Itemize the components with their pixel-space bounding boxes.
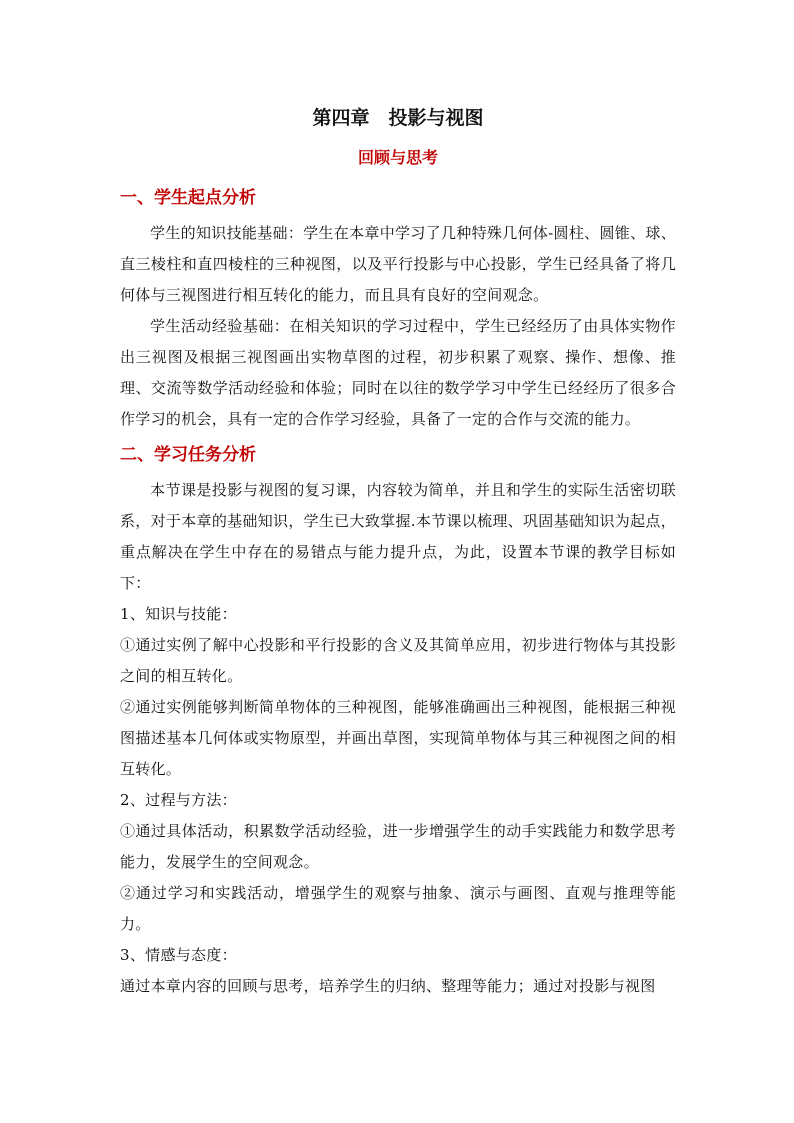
paragraph-knowledge-basis: 学生的知识技能基础：学生在本章中学习了几种特殊几何体-圆柱、圆锥、球、直三棱柱和直四棱柱的三种视图，以及平行投影与中心投影，学生已经具备了将几何体与三视图进行相互转化的能力，而且具有良好的空间观念。 (120, 224, 676, 304)
paragraph-emotion-attitude: 通过本章内容的回顾与思考，培养学生的归纳、整理等能力；通过对投影与视图 (120, 977, 656, 995)
section-heading-task-analysis: 二、学习任务分析 (120, 445, 256, 465)
objective-item: ①通过实例了解中心投影和平行投影的含义及其简单应用，初步进行物体与其投影之间的相互转化。 (120, 636, 676, 685)
document-content (120, 98, 676, 1002)
lesson-subtitle: 回顾与思考 (357, 148, 438, 167)
objective-process-method-label: 2、过程与方法： (120, 791, 237, 809)
section-heading-student-analysis: 一、学生起点分析 (120, 188, 256, 208)
objective-item: ①通过具体活动，积累数学活动经验，进一步增强学生的动手实践能力和数学思考能力，发展学生的空间观念。 (120, 822, 676, 871)
objective-emotion-attitude-label: 3、情感与态度： (120, 946, 237, 964)
paragraph-lesson-overview: 本节课是投影与视图的复习课，内容较为简单，并且和学生的实际生活密切联系，对于本章的基础知识，学生已大致掌握.本节课以梳理、巩固基础知识为起点，重点解决在学生中存在的易错点与能力提升点，为此，设置本节课的教学目标如下： (120, 481, 676, 592)
paragraph-activity-basis: 学生活动经验基础：在相关知识的学习过程中，学生已经经历了由具体实物作出三视图及根据三视图画出实物草图的过程，初步积累了观察、操作、想像、推理、交流等数学活动经验和体验；同时在以往的数学学习中学生已经经历了很多合作学习的机会，具有一定的合作学习经验，具备了一定的合作与交流的能力。 (120, 317, 676, 428)
objective-item: ②通过实例能够判断简单物体的三种视图，能够准确画出三种视图，能根据三种视图描述基本几何体或实物原型，并画出草图，实现简单物体与其三种视图之间的相互转化。 (120, 698, 676, 778)
objective-item: ②通过学习和实践活动，增强学生的观察与抽象、演示与画图、直观与推理等能力。 (120, 884, 676, 933)
objective-knowledge-skills-label: 1、知识与技能： (120, 605, 237, 623)
chapter-title: 第四章 投影与视图 (312, 107, 484, 129)
